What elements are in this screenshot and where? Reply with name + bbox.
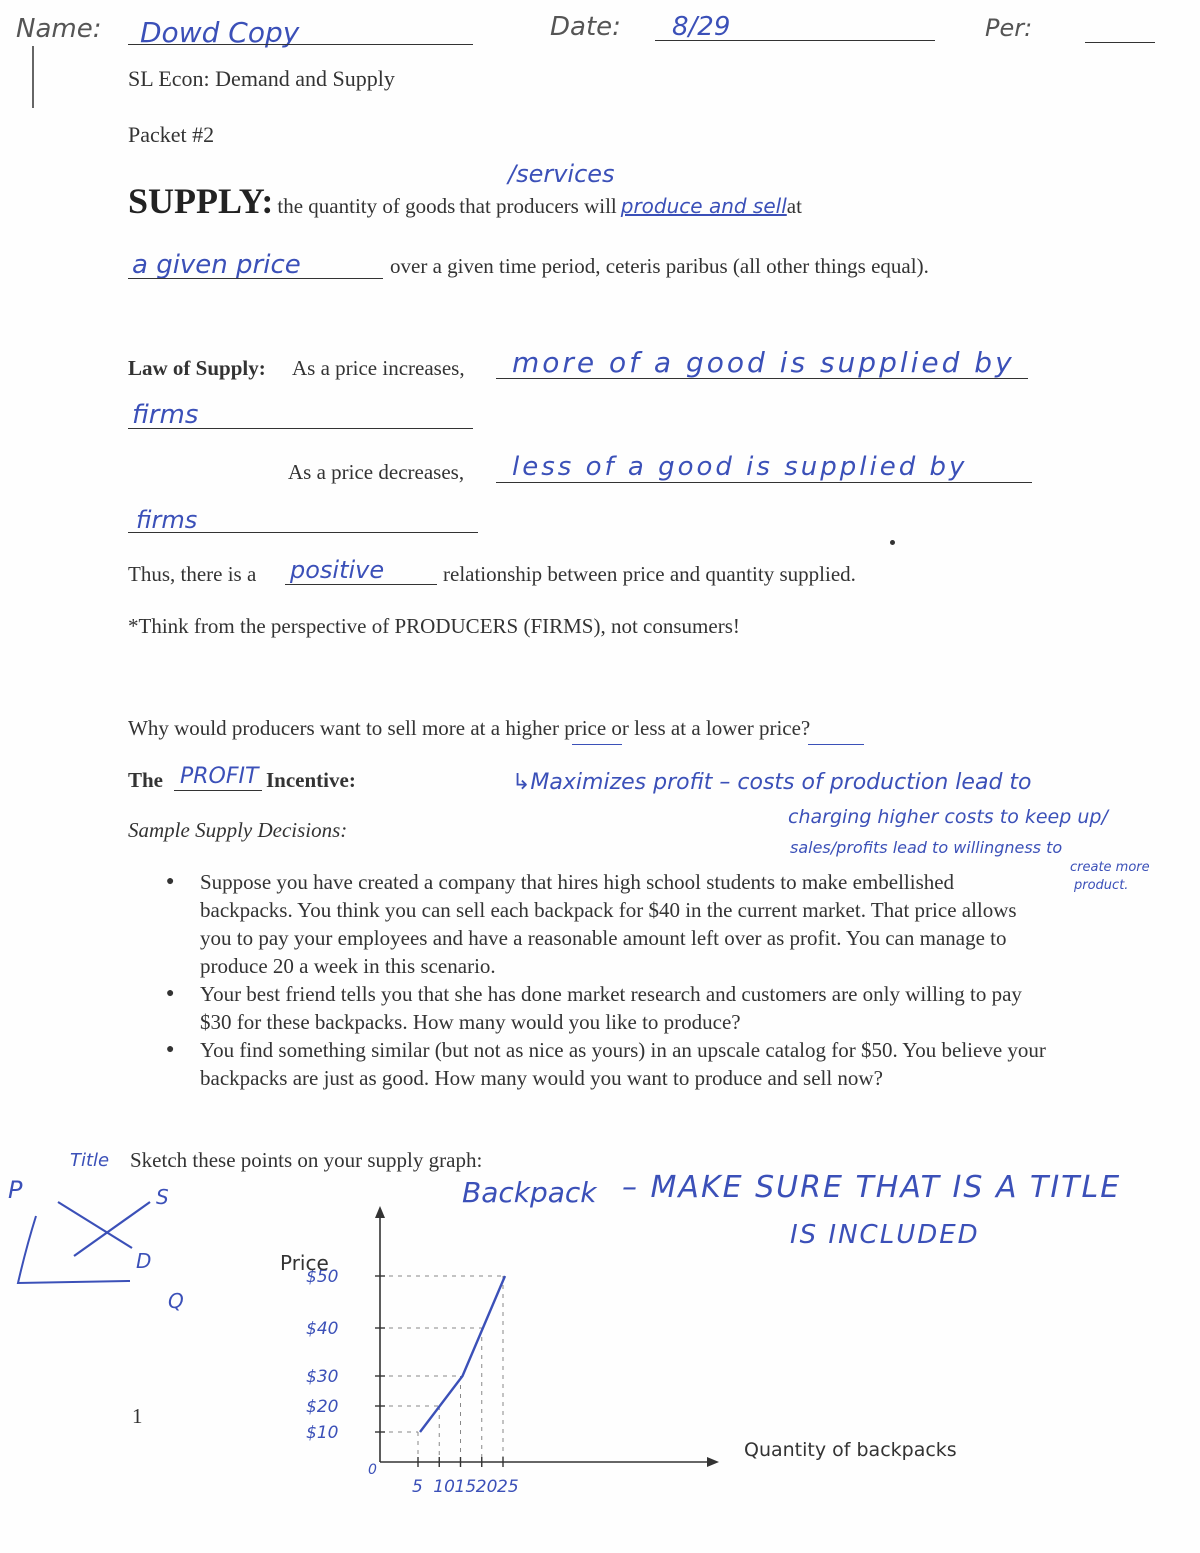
x-axis-arrow bbox=[707, 1457, 719, 1467]
chart-guides bbox=[380, 1276, 503, 1462]
incentive-answer: PROFIT bbox=[180, 764, 259, 789]
sketch-prompt: Sketch these points on your supply graph: bbox=[130, 1148, 483, 1172]
page-number: 1 bbox=[132, 1404, 143, 1428]
chart-series bbox=[420, 1276, 505, 1432]
profit-note-5: product. bbox=[1074, 878, 1129, 893]
list-item: ● Suppose you have created a company that hires high school students to make embellished backpacks. You think you can sell each backpack for $40 in the current market. That price allows you to pay your employees and have a reasonable amount left over as profit. You can manage to produce 20 a week in this scenario. bbox=[166, 868, 1046, 980]
name-value: Dowd Copy bbox=[140, 16, 300, 49]
x-tick-label: 20 bbox=[475, 1477, 498, 1497]
why-question: Why would producers want to sell more at a higher price or less at a lower price? bbox=[128, 716, 811, 740]
x-tick-label: 25 bbox=[497, 1477, 519, 1497]
thus-prefix: Thus, there is a bbox=[128, 562, 257, 586]
thus-answer: positive bbox=[290, 556, 385, 584]
x-tick-label: 15 bbox=[454, 1477, 477, 1497]
name-label: Name: bbox=[16, 14, 102, 44]
law-decrease-answer-1: less of a good is supplied by bbox=[512, 452, 968, 482]
title-reminder-2: IS INCLUDED bbox=[790, 1220, 980, 1250]
profit-note-3: sales/profits lead to willingness to bbox=[790, 838, 1063, 857]
profit-note-4: create more bbox=[1070, 860, 1150, 875]
supply-text-1: the quantity of goods bbox=[277, 194, 456, 218]
supply-line bbox=[420, 1276, 505, 1432]
profit-note-1: ↳Maximizes profit – costs of production lead to bbox=[512, 770, 1032, 795]
supply-text-4: over a given time period, ceteris paribus (all other things equal). bbox=[390, 254, 929, 278]
y-tick-label: $30 bbox=[306, 1367, 339, 1387]
list-item: ● Your best friend tells you that she has done market research and customers are only willing to pay $30 for these backpacks. How many would you like to produce? bbox=[166, 980, 1046, 1036]
producers-note: *Think from the perspective of PRODUCERS (FIRMS), not consumers! bbox=[128, 614, 740, 638]
y-tick-label: $20 bbox=[306, 1397, 339, 1417]
y-tick-label: $50 bbox=[306, 1267, 339, 1287]
law-increase-answer-2: firms bbox=[132, 400, 199, 430]
x-tick-label: 10 bbox=[433, 1477, 455, 1497]
mini-p-label: P bbox=[8, 1176, 23, 1204]
list-item: ● You find something similar (but not as nice as yours) in an upscale catalog for $50. You believe your backpacks are just as good. How many would you want to produce and sell now? bbox=[166, 1036, 1046, 1092]
services-insert: /services bbox=[508, 160, 615, 188]
date-value: 8/29 bbox=[672, 12, 731, 42]
law-decrease-prefix: As a price decreases, bbox=[288, 460, 465, 484]
profit-note-2: charging higher costs to keep up/ bbox=[788, 806, 1108, 828]
supply-text-3: at bbox=[786, 194, 802, 218]
per-label: Per: bbox=[985, 14, 1033, 42]
law-increase-answer-1: more of a good is supplied by bbox=[512, 346, 1015, 379]
y-tick-label: $40 bbox=[306, 1319, 339, 1339]
x-axis-label: Quantity of backpacks bbox=[744, 1439, 957, 1461]
mini-q-label: Q bbox=[168, 1289, 184, 1313]
thus-suffix: relationship between price and quantity supplied. bbox=[443, 562, 856, 586]
packet-label: Packet #2 bbox=[128, 122, 215, 147]
date-label: Date: bbox=[550, 12, 621, 42]
mini-s-label: S bbox=[156, 1185, 169, 1209]
x-tick-label: 5 bbox=[412, 1477, 423, 1497]
y-tick-label: $10 bbox=[306, 1423, 339, 1443]
law-decrease-answer-2: firms bbox=[136, 506, 198, 534]
supply-fill-2: a given price bbox=[132, 250, 301, 280]
supply-fill-1: produce and sell bbox=[620, 194, 787, 218]
course-title: SL Econ: Demand and Supply bbox=[128, 66, 395, 91]
y-axis-label: Price bbox=[280, 1251, 329, 1275]
law-label: Law of Supply: bbox=[128, 356, 266, 380]
incentive-prefix: The bbox=[128, 768, 164, 792]
mini-d-label: D bbox=[136, 1249, 152, 1273]
origin-label: 0 bbox=[368, 1462, 377, 1478]
incentive-suffix: Incentive: bbox=[266, 768, 356, 792]
graph-title: Backpack bbox=[462, 1176, 597, 1209]
law-increase-prefix: As a price increases, bbox=[292, 356, 465, 380]
sample-label: Sample Supply Decisions: bbox=[128, 818, 348, 842]
title-note: Title bbox=[70, 1150, 110, 1171]
title-reminder-1: – MAKE SURE THAT IS A TITLE bbox=[622, 1170, 1122, 1205]
y-axis-arrow bbox=[375, 1206, 385, 1218]
supply-heading: SUPPLY: bbox=[128, 181, 274, 221]
supply-text-2: that producers will bbox=[459, 194, 617, 218]
